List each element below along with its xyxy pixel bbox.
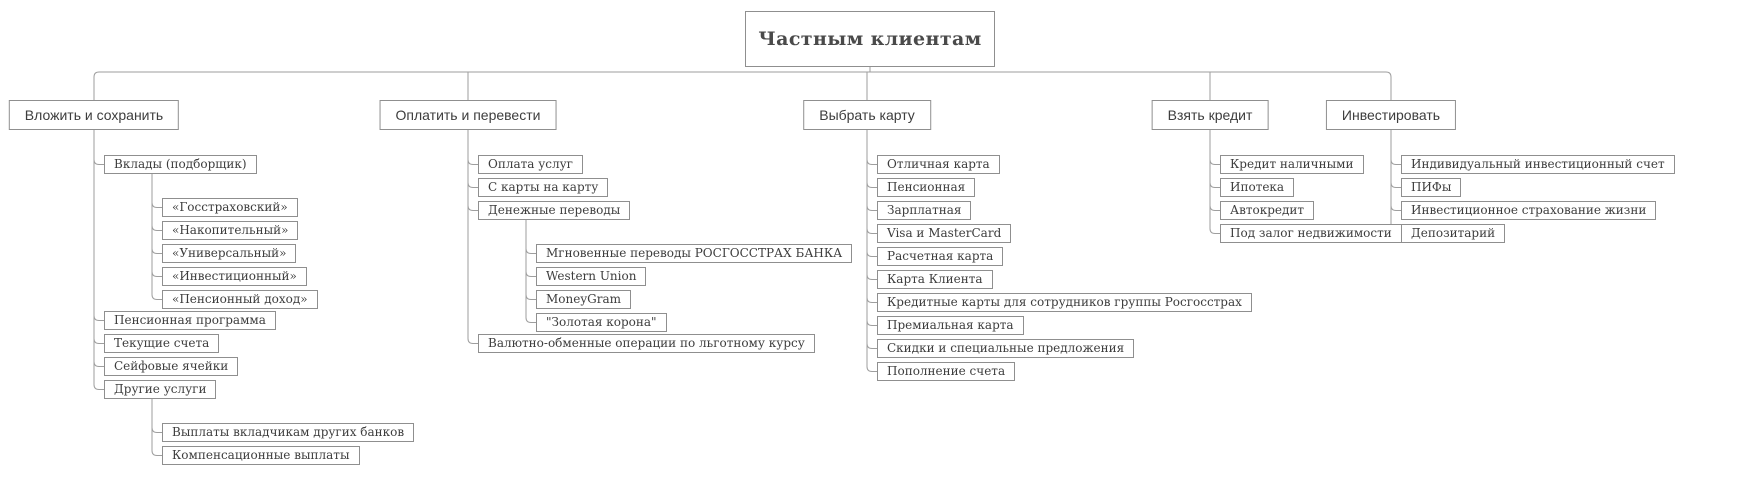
node-otlichnaya-karta[interactable]: Отличная карта [877,155,1000,174]
branch-vybrat-kartu[interactable]: Выбрать карту [803,100,931,130]
node-western-union[interactable]: Western Union [536,267,646,286]
node-oplata-uslug[interactable]: Оплата услуг [478,155,583,174]
node-invest-strakhovanie-zhizni[interactable]: Инвестиционное страхование жизни [1401,201,1656,220]
node-visa-mastercard[interactable]: Visa и MasterCard [877,224,1011,243]
node-pod-zalog-nedvizhimosti[interactable]: Под залог недвижимости [1220,224,1402,243]
node-zolotaya-korona[interactable]: "Золотая корона" [536,313,667,332]
node-popolnenie-scheta[interactable]: Пополнение счета [877,362,1015,381]
node-individualnyy-invest-schet[interactable]: Индивидуальный инвестиционный счет [1401,155,1675,174]
node-premialnaya-karta[interactable]: Премиальная карта [877,316,1024,335]
node-valyutno-obmennye[interactable]: Валютно-обменные операции по льготному курсу [478,334,815,353]
node-gosstrakhovskiy[interactable]: «Госстраховский» [162,198,298,217]
node-kreditnye-karty-sotrudnikov[interactable]: Кредитные карты для сотрудников группы Росгосстрах [877,293,1252,312]
node-vklady-podborshchik[interactable]: Вклады (подборщик) [104,155,257,174]
node-avtokredit[interactable]: Автокредит [1220,201,1314,220]
node-skidki-predlozheniya[interactable]: Скидки и специальные предложения [877,339,1134,358]
node-pensionnaya-karta[interactable]: Пенсионная [877,178,975,197]
node-raschetnaya-karta[interactable]: Расчетная карта [877,247,1003,266]
node-drugie-uslugi[interactable]: Другие услуги [104,380,216,399]
node-kredit-nalichnymi[interactable]: Кредит наличными [1220,155,1364,174]
node-tekushchie-scheta[interactable]: Текущие счета [104,334,219,353]
node-seyfovye-yacheyki[interactable]: Сейфовые ячейки [104,357,238,376]
node-mgnovennye-perevody[interactable]: Мгновенные переводы РОСГОССТРАХ БАНКА [536,244,852,263]
node-depozitariy[interactable]: Депозитарий [1401,224,1505,243]
node-vyplaty-vkladchikam[interactable]: Выплаты вкладчикам других банков [162,423,414,442]
root-node[interactable]: Частным клиентам [745,11,995,67]
node-s-karty-na-kartu[interactable]: С карты на карту [478,178,608,197]
node-zarplatnaya-karta[interactable]: Зарплатная [877,201,971,220]
node-karta-klienta[interactable]: Карта Клиента [877,270,993,289]
node-moneygram[interactable]: MoneyGram [536,290,631,309]
node-pensionnyy-dokhod[interactable]: «Пенсионный доход» [162,290,318,309]
node-nakopitelnyy[interactable]: «Накопительный» [162,221,298,240]
node-kompensatsionnye-vyplaty[interactable]: Компенсационные выплаты [162,446,360,465]
branch-oplatit-i-perevesti[interactable]: Оплатить и перевести [380,100,557,130]
branch-vzyat-kredit[interactable]: Взять кредит [1152,100,1269,130]
branch-investirovat[interactable]: Инвестировать [1326,100,1456,130]
node-pify[interactable]: ПИФы [1401,178,1461,197]
branch-vlozhit-i-sokhranit[interactable]: Вложить и сохранить [9,100,179,130]
node-ipoteka[interactable]: Ипотека [1220,178,1294,197]
node-universalnyy[interactable]: «Универсальный» [162,244,296,263]
node-investitsionnyy[interactable]: «Инвестиционный» [162,267,307,286]
node-denezhnye-perevody[interactable]: Денежные переводы [478,201,630,220]
node-pensionnaya-programma[interactable]: Пенсионная программа [104,311,276,330]
